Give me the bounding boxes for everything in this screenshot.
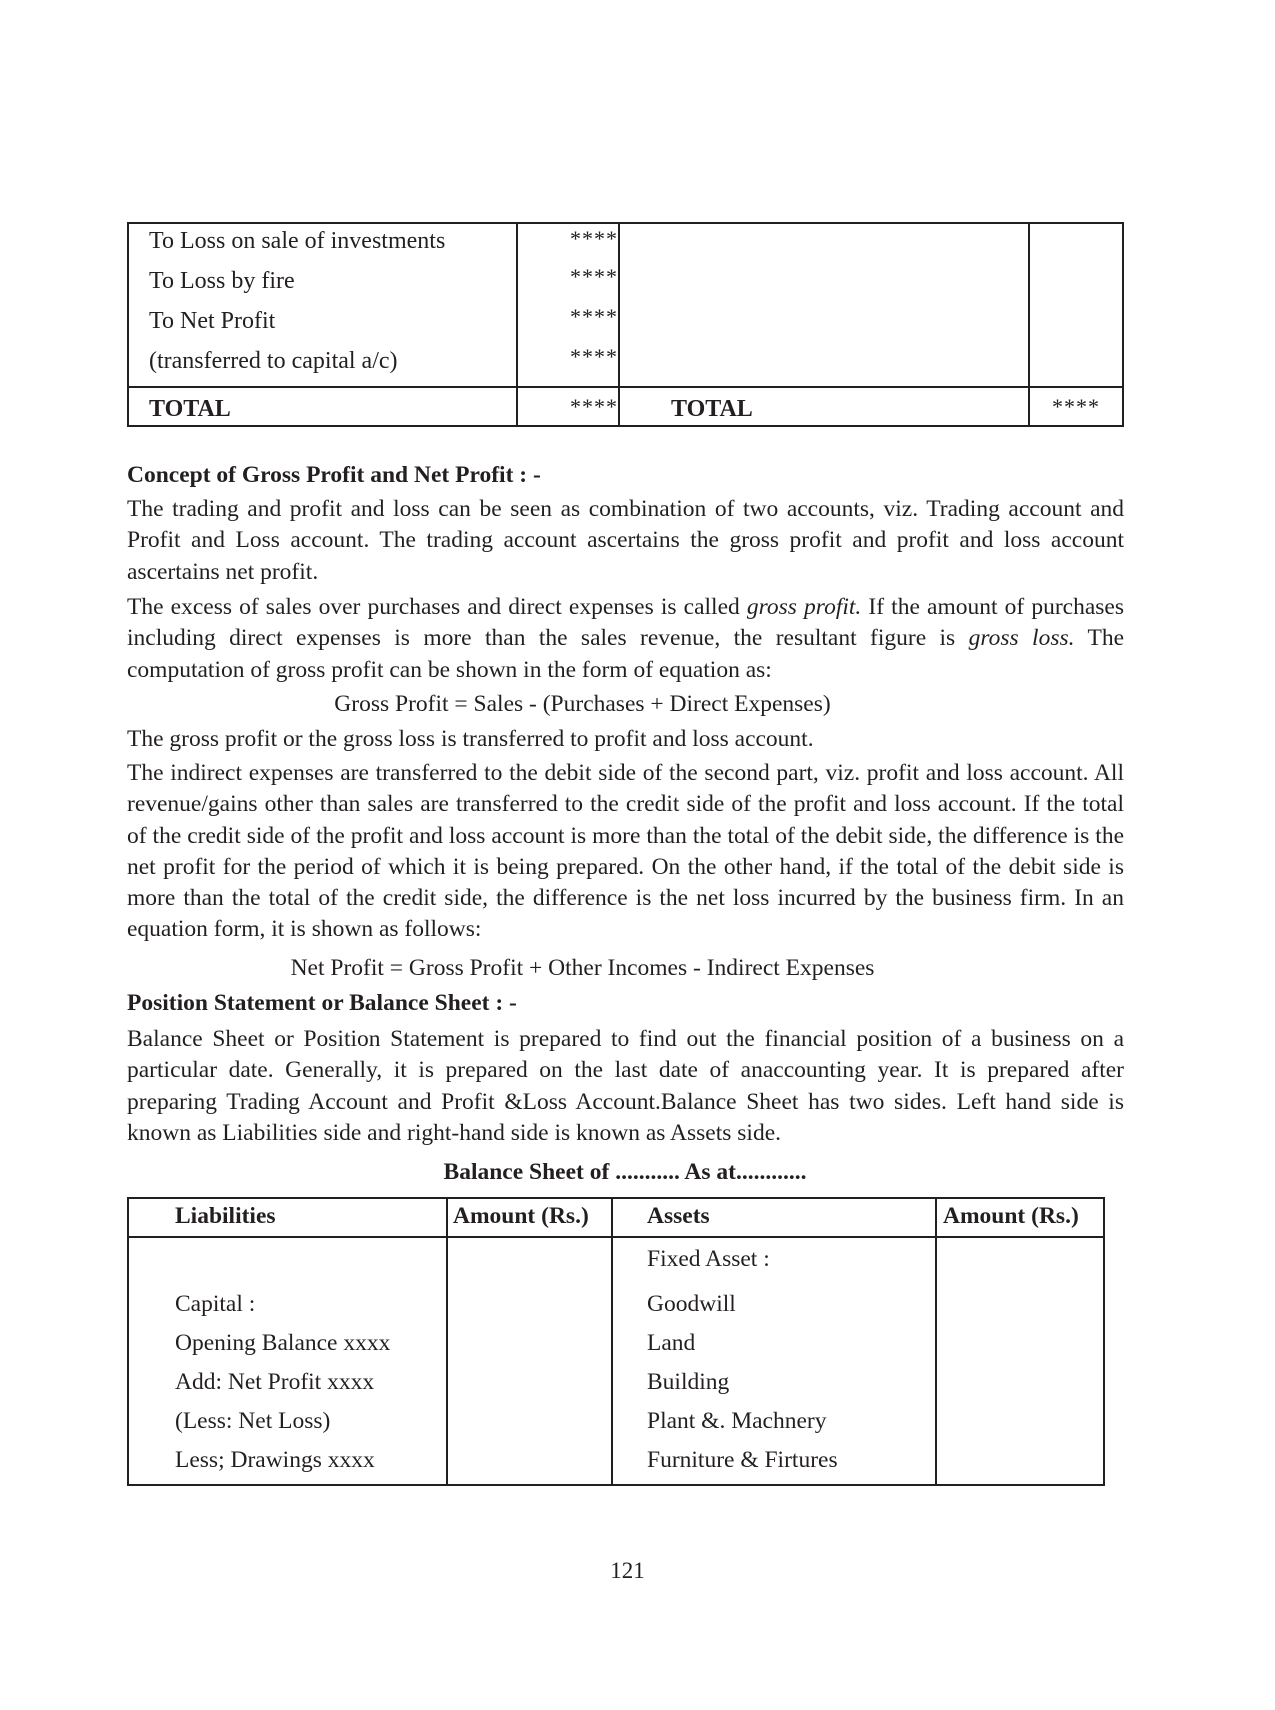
column-divider xyxy=(516,224,518,425)
asset-item: Goodwill xyxy=(647,1291,736,1317)
term-gross-profit: gross profit. xyxy=(746,594,862,620)
paragraph xyxy=(127,724,1124,755)
pl-particular: To Loss on sale of investments xyxy=(149,228,446,254)
asset-item: Land xyxy=(647,1330,696,1356)
page-number: 121 xyxy=(610,1558,645,1583)
column-divider xyxy=(935,1199,937,1484)
pl-particular: To Loss by fire xyxy=(149,268,295,294)
profit-loss-table xyxy=(127,222,1124,427)
column-divider xyxy=(611,1199,613,1484)
paragraph-text: Balance Sheet or Position Statement is prepared to find out the financial position of a business on a particular date. Generally, it is prepared on the last date of anaccounting year. It is prepared after preparing Trading Account and Profit &Loss Account.Balance Sheet has two sides. Left hand side is known as Liabilities side and right-hand side is known as Assets side. xyxy=(127,1026,1124,1146)
equation-net-profit: Net Profit = Gross Profit + Other Incomes - Indirect Expenses xyxy=(290,955,875,981)
term-gross-loss: gross loss. xyxy=(968,625,1075,652)
equation-gross-profit: Gross Profit = Sales - (Purchases + Direct Expenses) xyxy=(334,691,831,717)
pl-amount: **** xyxy=(570,226,618,251)
total-left-amount: **** xyxy=(570,394,618,419)
asset-item: Building xyxy=(647,1369,730,1395)
paragraph xyxy=(127,758,1124,946)
pl-particular: (transferred to capital a/c) xyxy=(149,348,398,374)
text-run: The computation of gross profit can be shown in the form of equation as: xyxy=(127,625,1124,683)
paragraph-text: The indirect expenses are transferred to the debit side of the second part, viz. profit and loss account. All revenue/gains other than sales are transferred to the credit side of the profit and loss account. If the total of the credit side of the profit and loss account is more than the total of the debit side, the difference is the net profit for the period of which it is being prepared. On the other hand, if the total of the debit side is more than the total of the credit side, the difference is the net loss incurred by the business firm. In an equation form, it is shown as follows: xyxy=(127,760,1124,943)
liability-item: Capital : xyxy=(175,1291,256,1317)
asset-item: Plant &. Machnery xyxy=(647,1408,827,1434)
pl-amount: **** xyxy=(570,264,618,289)
text-run: If the amount of purchases including direct expenses is more than the sales revenue, the resultant figure is xyxy=(127,594,1124,652)
balance-sheet-table xyxy=(127,1197,1105,1486)
liability-item: Add: Net Profit xxxx xyxy=(175,1369,375,1395)
header-liabilities: Liabilities xyxy=(175,1203,276,1229)
section-heading-balance-sheet: Position Statement or Balance Sheet : - xyxy=(127,990,517,1016)
header-amount-left: Amount (Rs.) xyxy=(453,1203,589,1229)
column-divider xyxy=(446,1199,448,1484)
paragraph xyxy=(127,494,1124,588)
total-divider xyxy=(129,386,1122,388)
paragraph xyxy=(127,1024,1124,1149)
liability-item: Opening Balance xxxx xyxy=(175,1330,391,1356)
header-divider xyxy=(129,1236,1103,1238)
assets-subheading: Fixed Asset : xyxy=(647,1246,770,1272)
liability-item: Less; Drawings xxxx xyxy=(175,1447,375,1473)
total-right-label: TOTAL xyxy=(671,396,753,422)
paragraph xyxy=(127,592,1124,686)
column-divider xyxy=(1028,224,1030,425)
paragraph-text xyxy=(127,592,1124,686)
header-assets: Assets xyxy=(647,1203,710,1229)
total-right-amount: **** xyxy=(1052,394,1100,419)
paragraph-text: The trading and profit and loss can be seen as combination of two accounts, viz. Trading account and Profit and Loss account. The trading account ascertains the gross profit and profit and loss account ascertains net profit. xyxy=(127,496,1124,585)
paragraph-text: The gross profit or the gross loss is transferred to profit and loss account. xyxy=(127,726,814,752)
header-amount-right: Amount (Rs.) xyxy=(943,1203,1079,1229)
asset-item: Furniture & Firtures xyxy=(647,1447,838,1473)
section-heading-gross-net-profit: Concept of Gross Profit and Net Profit : - xyxy=(127,462,541,488)
pl-amount: **** xyxy=(570,344,618,369)
text-run: The excess of sales over purchases and direct expenses is called xyxy=(127,594,747,620)
pl-particular: To Net Profit xyxy=(149,308,276,334)
liability-item: (Less: Net Loss) xyxy=(175,1408,331,1434)
total-left-label: TOTAL xyxy=(149,396,231,422)
pl-amount: **** xyxy=(570,304,618,329)
balance-sheet-title: Balance Sheet of ........... As at............ xyxy=(443,1159,807,1185)
